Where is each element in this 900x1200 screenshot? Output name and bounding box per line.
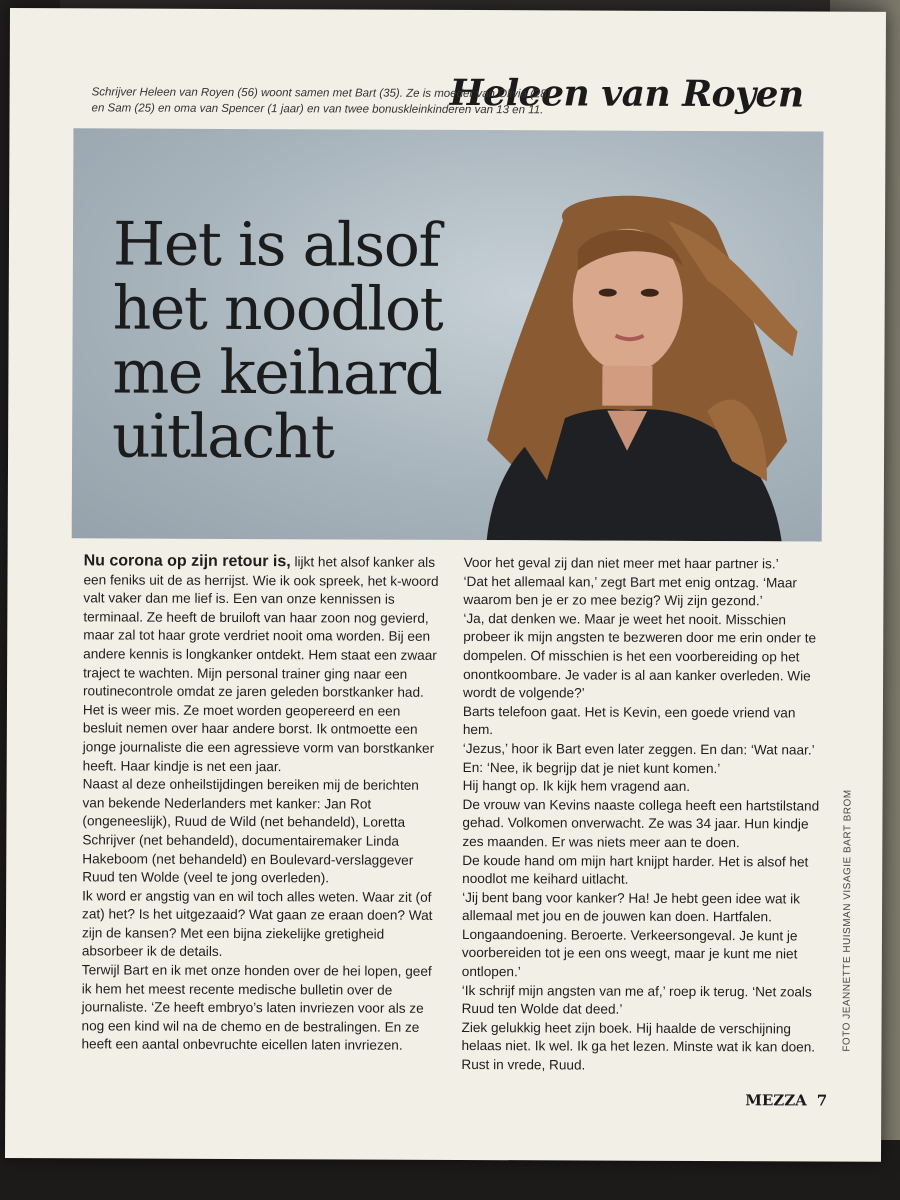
hero-photo	[72, 128, 824, 541]
paragraph: De vrouw van Kevins naaste collega heeft een hartstilstand gehad. Volkomen onverwacht. Ze was 34 jaar. Hun kindje zes maanden. Er was niets meer aan te doen.	[462, 796, 820, 851]
article-column-2	[461, 554, 823, 1076]
paragraph: Barts telefoon gaat. Het is Kevin, een goede vriend van hem.	[462, 703, 796, 738]
paragraph: ‘Ik schrijf mijn angsten van me af,’ roep ik terug. ‘Net zoals Ruud ten Wolde dat deed.’	[461, 982, 812, 1017]
headline: Het is alsof het noodlot me keihard uitlacht	[111, 209, 443, 473]
paragraph: ‘Ja, dat denken we. Maar je weet het nooit. Misschien probeer ik mijn angsten te bezweren door me erin onder te dompelen. Of misschien is het een voorbereiding op het onontkoombare. Je vader is al aan kanker overleden. Wie wordt de volgende?’	[462, 610, 817, 701]
paragraph: De koude hand om mijn hart knijpt harder. Het is alsof het noodlot me keihard uitlacht.	[462, 852, 809, 887]
paragraph: Ik word er angstig van en wil toch alles weten. Waar zit (of zat) het? Is het uitgezaaid? Wat gaan ze eraan doen? Wat zijn de kansen? Met een bijna ziekelijke gretigheid absorbeer ik de details.	[81, 888, 433, 960]
paragraph: Ziek gelukkig heet zijn boek. Hij haalde de verschijning helaas niet. Ik wel. Ik ga het lezen. Minste wat ik kan doen. Rust in vrede, Ruud.	[461, 1019, 816, 1073]
page-footer	[745, 1091, 827, 1109]
page-number: 7	[816, 1091, 828, 1110]
paragraph: ‘Jij bent bang voor kanker? Ha! Je hebt geen idee wat ik allemaal met jou en de jouwen kan doen. Hartfalen. Longaandoening. Beroerte. Verkeersongeval. Je kunt je voorbereiden tot je een ons weegt, maar je kunt me niet ontlopen.’	[461, 889, 800, 980]
photo-credit: FOTO JEANNETTE HUISMAN VISAGIE BART BROM	[841, 789, 854, 1052]
portrait-illustration	[467, 180, 799, 541]
paragraph: Terwijl Bart en ik met onze honden over de hei lopen, geef ik hem het meest recente medische bulletin over de journaliste. ‘Ze heeft embryo’s laten invriezen voor als ze nog een kind wil na de chemo en de bestralingen. En ze heeft een aantal onbevruchte eicellen laten invriezen.	[81, 962, 432, 1054]
paragraph: Nu corona op zijn retour is, lijkt het alsof kanker als een feniks uit de as herrijst. Wie ik ook spreek, het k-woord valt vaker dan me lief is. Een van onze kennissen is terminaal. Ze heeft de bruiloft van haar zoon nog gevierd, maar zal tot haar grote verdriet nooit oma worden. Bij een andere kennis is longkanker ontdekt. Hem staat een zwaar traject te wachten. Mijn personal trainer ging naar een routinecontrole omdat ze jaren geleden borstkanker had. Het is weer mis. Ze moet worden geopereerd en een besluit nemen over haar andere borst. Ik ontmoette een jonge journaliste die een agressieve vorm van borstkanker heeft. Haar kindje is net een jaar.	[82, 552, 439, 774]
paragraph: ‘Dat het allemaal kan,’ zegt Bart met enig ontzag. ‘Maar waarom ben je er zo mee bezig? Wij zijn gezond.’	[463, 573, 798, 609]
author-bio: Schrijver Heleen van Royen (56) woont samen met Bart (35). Ze is moeder van Olivia (28) en Sam (25) en oma van Spencer (1 jaar) en van twee bonuskleinkinderen van 13 en 11.	[91, 86, 551, 117]
paragraph: Voor het geval zij dan niet meer met haar partner is.’	[463, 554, 779, 572]
magazine-name: MEZZA	[745, 1091, 807, 1110]
magazine-page	[5, 8, 886, 1162]
paragraph: Naast al deze onheilstijdingen bereiken mij de berichten van bekende Nederlanders met kanker: Jan Rot (ongeneeslijk), Ruud de Wild (net behandeld), Loretta Schrijver (net behandeld), documentairemaker Linda Hakeboom (net behandeld) en Boulevard-verslaggever Ruud ten Wolde (veel te jong overleden).	[82, 776, 419, 886]
article-column-1	[81, 552, 443, 1074]
paragraph: ‘Jezus,’ hoor ik Bart even later zeggen. En dan: ‘Wat naar.’ En: ‘Nee, ik begrijp dat je niet kunt komen.’	[462, 740, 815, 776]
paragraph: Hij hangt op. Ik kijk hem vragend aan.	[462, 778, 691, 795]
column-title: Heleen van Royen	[449, 71, 804, 116]
article-body	[81, 552, 823, 1076]
lead-in: Nu corona op zijn retour is,	[83, 552, 291, 571]
